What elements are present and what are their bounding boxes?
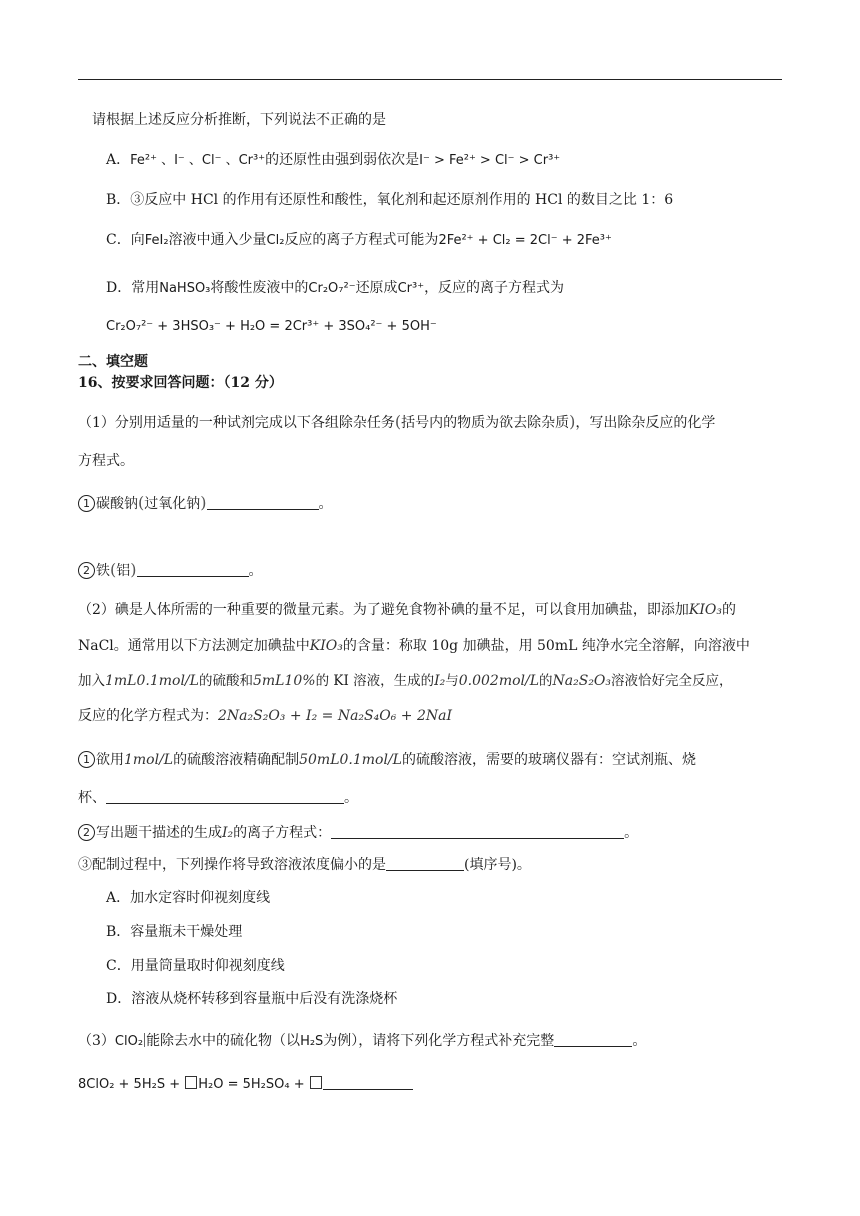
q16-part2-line3: 加入1mL0.1mol/L的硫酸和5mL10%的 KI 溶液，生成的I₂与0.002mol/L的Na₂S₂O₃溶液恰好完全反应，: [78, 673, 733, 689]
q16-part2-sub1: 1 欲用1mol/L的硫酸溶液精确配制50mL0.1mol/L的硫酸溶液，需要的玻璃仪器有：空试剂瓶、烧: [78, 750, 696, 770]
answer-blank[interactable]: [331, 824, 624, 839]
fill-box[interactable]: [185, 1076, 197, 1089]
cursor-bar: [144, 1033, 145, 1047]
answer-blank[interactable]: [323, 1075, 413, 1090]
question-intro: 请根据上述反应分析推断，下列说法不正确的是: [92, 112, 386, 128]
q16-part2-option-c: C．用量筒量取时仰视刻度线: [106, 958, 285, 974]
answer-blank[interactable]: [137, 562, 249, 577]
header-rule: [78, 79, 782, 80]
q16-part2-line1: （2）碘是人体所需的一种重要的微量元素。为了避免食物补碘的量不足，可以食用加碘盐，即添加KIO₃的: [78, 602, 736, 618]
question-16-title: 16、按要求回答问题：（12 分）: [78, 375, 283, 391]
q16-part1-line2: 方程式。: [78, 453, 134, 469]
section-title: 二、填空题: [78, 354, 148, 370]
q16-part2-sub1-line2: 杯、 。: [78, 790, 358, 806]
q16-part1-line1: （1）分别用适量的一种试剂完成以下各组除杂任务(括号内的物质为欲去除杂质)，写出除杂反应的化学: [78, 412, 716, 431]
answer-blank[interactable]: [106, 789, 344, 804]
q16-part3-equation: 8ClO₂ + 5H₂S + H₂O = 5H₂SO₄ +: [78, 1074, 413, 1095]
q16-part2-sub2: 2 写出题干描述的生成I₂的离子方程式： 。: [78, 823, 638, 843]
option-15a: A．Fe²⁺ 、I⁻ 、Cl⁻ 、Cr³⁺的还原性由强到弱依次是I⁻ > Fe²⁺ > Cl⁻ > Cr³⁺: [106, 152, 561, 168]
fill-box[interactable]: [310, 1076, 322, 1089]
q16-part1-item1: 1 碳酸钠(过氧化钠) 。: [78, 493, 333, 514]
option-15b: B．③反应中 HCl 的作用有还原性和酸性，氧化剂和起还原剂作用的 HCl 的数目之比 1：6: [106, 192, 674, 208]
q16-part2-option-b: B．容量瓶未干燥处理: [106, 924, 243, 940]
option-15d: D．常用NaHSO₃将酸性废液中的Cr₂O₇²⁻还原成Cr³⁺，反应的离子方程式为: [106, 280, 565, 296]
q16-part2-line2: NaCl。通常用以下方法测定加碘盐中KIO₃的含量：称取 10g 加碘盐，用 50mL 纯净水完全溶解，向溶液中: [78, 638, 750, 654]
option-15d-equation: Cr₂O₇²⁻ + 3HSO₃⁻ + H₂O = 2Cr³⁺ + 3SO₄²⁻ + 5OH⁻: [106, 319, 437, 334]
q16-part2-sub3: ③配制过程中，下列操作将导致溶液浓度偏小的是 (填序号)。: [78, 857, 531, 873]
option-15c: C．向FeI₂溶液中通入少量Cl₂反应的离子方程式可能为2Fe²⁺ + Cl₂ = 2Cl⁻ + 2Fe³⁺: [106, 232, 612, 248]
answer-blank[interactable]: [554, 1032, 632, 1047]
answer-blank[interactable]: [386, 856, 464, 871]
q16-part2-line4: 反应的化学方程式为：2Na₂S₂O₃ + I₂ = Na₂S₄O₆ + 2NaI: [78, 708, 452, 724]
q16-part2-option-d: D．溶液从烧杯转移到容量瓶中后没有洗涤烧杯: [106, 991, 398, 1007]
q16-part2-option-a: A．加水定容时仰视刻度线: [106, 890, 271, 906]
answer-blank[interactable]: [207, 495, 319, 510]
q16-part3: （3）ClO₂ 能除去水中的硫化物（以H₂S为例），请将下列化学方程式补充完整 。: [78, 1033, 647, 1049]
q16-part1-item2: 2 铁(铝) 。: [78, 560, 263, 581]
